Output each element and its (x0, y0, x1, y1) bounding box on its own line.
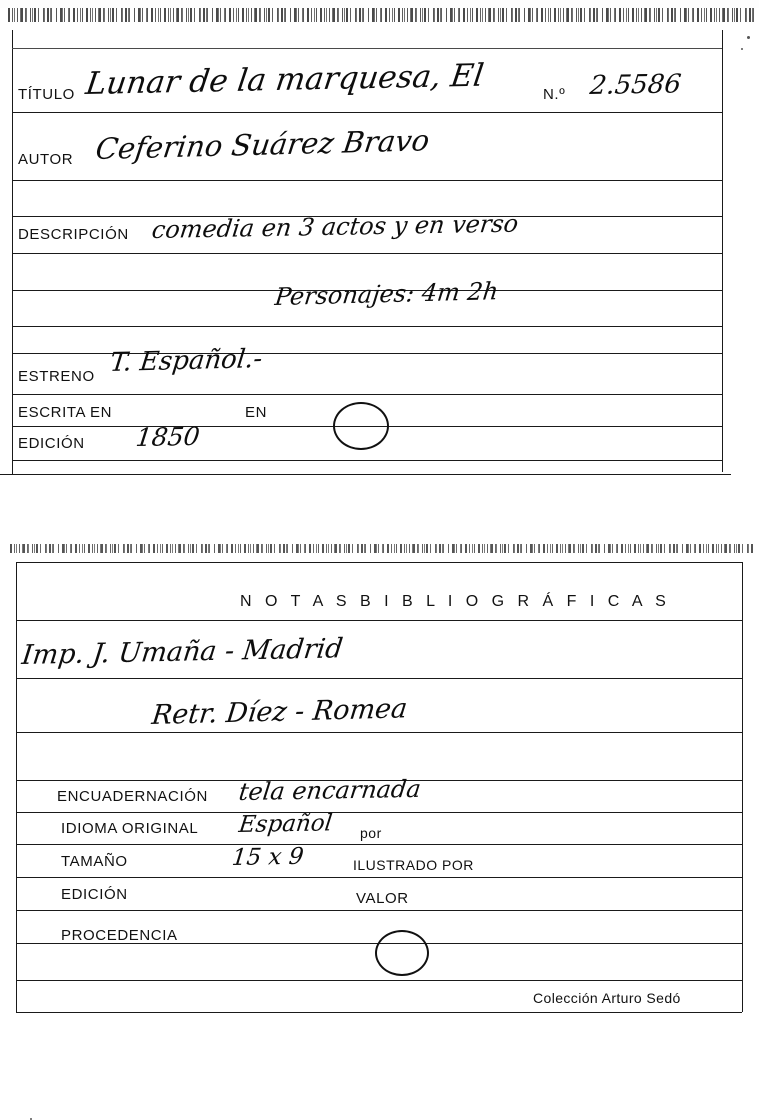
rule-line (12, 326, 722, 327)
notas-bibliograficas-heading: N O T A S B I B L I O G R Á F I C A S (240, 593, 671, 610)
rule-line (12, 253, 722, 254)
handwritten-descripcion-line2: Personajes: 4m 2h (273, 277, 500, 312)
label-edicion: EDICIÓN (61, 886, 128, 903)
handwritten-retrato: Retr. Díez - Romea (150, 693, 409, 732)
handwritten-encuadernacion: tela encarnada (237, 774, 423, 807)
rule-line (16, 844, 742, 845)
rule-line (16, 910, 742, 911)
label-autor: AUTOR (18, 151, 74, 168)
rule-line (12, 460, 722, 461)
label-en: EN (245, 404, 268, 421)
label-descripcion: DESCRIPCIÓN (18, 226, 129, 243)
label-escrita-en: ESCRITA EN (18, 404, 113, 421)
handwritten-numero: 2.5586 (588, 69, 683, 102)
handwritten-titulo: Lunar de la marquesa, El (83, 57, 486, 103)
label-edicion: EDICIÓN (18, 435, 85, 452)
card-right-border (742, 562, 743, 1012)
rule-line (12, 112, 722, 113)
handwritten-autor: Ceferino Suárez Bravo (93, 123, 432, 167)
collection-credit: Colección Arturo Sedó (533, 990, 681, 1006)
label-procedencia: PROCEDENCIA (61, 927, 178, 944)
label-valor: VALOR (356, 890, 409, 907)
scan-speck (741, 48, 743, 50)
scan-speck (747, 36, 750, 39)
rule-line (16, 620, 742, 621)
rule-line (12, 48, 722, 49)
label-por: por (360, 825, 382, 841)
rule-line (16, 980, 742, 981)
torn-paper-edge-top (10, 544, 753, 553)
page-gap (0, 488, 759, 540)
card-right-border (722, 30, 723, 472)
label-estreno: ESTRENO (18, 368, 95, 385)
catalogue-card-bottom (0, 540, 759, 1028)
label-numero: N.º (543, 86, 566, 103)
handwritten-tamano: 15 x 9 (230, 843, 305, 872)
handwritten-estreno: T. Español.- (108, 343, 264, 379)
card-top-border (16, 562, 742, 563)
label-tamano: TAMAÑO (61, 853, 128, 870)
handwritten-descripcion-line1: comedia en 3 actos y en verso (150, 209, 520, 245)
ink-stamp-circle (375, 930, 429, 976)
catalogue-card-top (0, 8, 759, 488)
rule-line (12, 180, 722, 181)
card-bottom-border (0, 474, 731, 475)
torn-paper-edge-top (8, 8, 755, 22)
label-titulo: TÍTULO (18, 86, 75, 103)
card-left-border (16, 562, 17, 1012)
rule-line (16, 877, 742, 878)
label-ilustrado-por: ILUSTRADO POR (353, 857, 474, 873)
handwritten-edicion: 1850 (134, 421, 202, 453)
rule-line (16, 812, 742, 813)
label-idioma-original: IDIOMA ORIGINAL (61, 820, 199, 837)
rule-line (16, 678, 742, 679)
ink-stamp-circle (333, 402, 389, 450)
rule-line (12, 394, 722, 395)
rule-line (16, 732, 742, 733)
card-left-border (12, 30, 13, 474)
rule-line (16, 1012, 742, 1013)
label-encuadernacion: ENCUADERNACIÓN (57, 788, 208, 805)
handwritten-idioma-original: Español (237, 810, 334, 839)
handwritten-imprenta: Imp. J. Umaña - Madrid (20, 633, 345, 672)
